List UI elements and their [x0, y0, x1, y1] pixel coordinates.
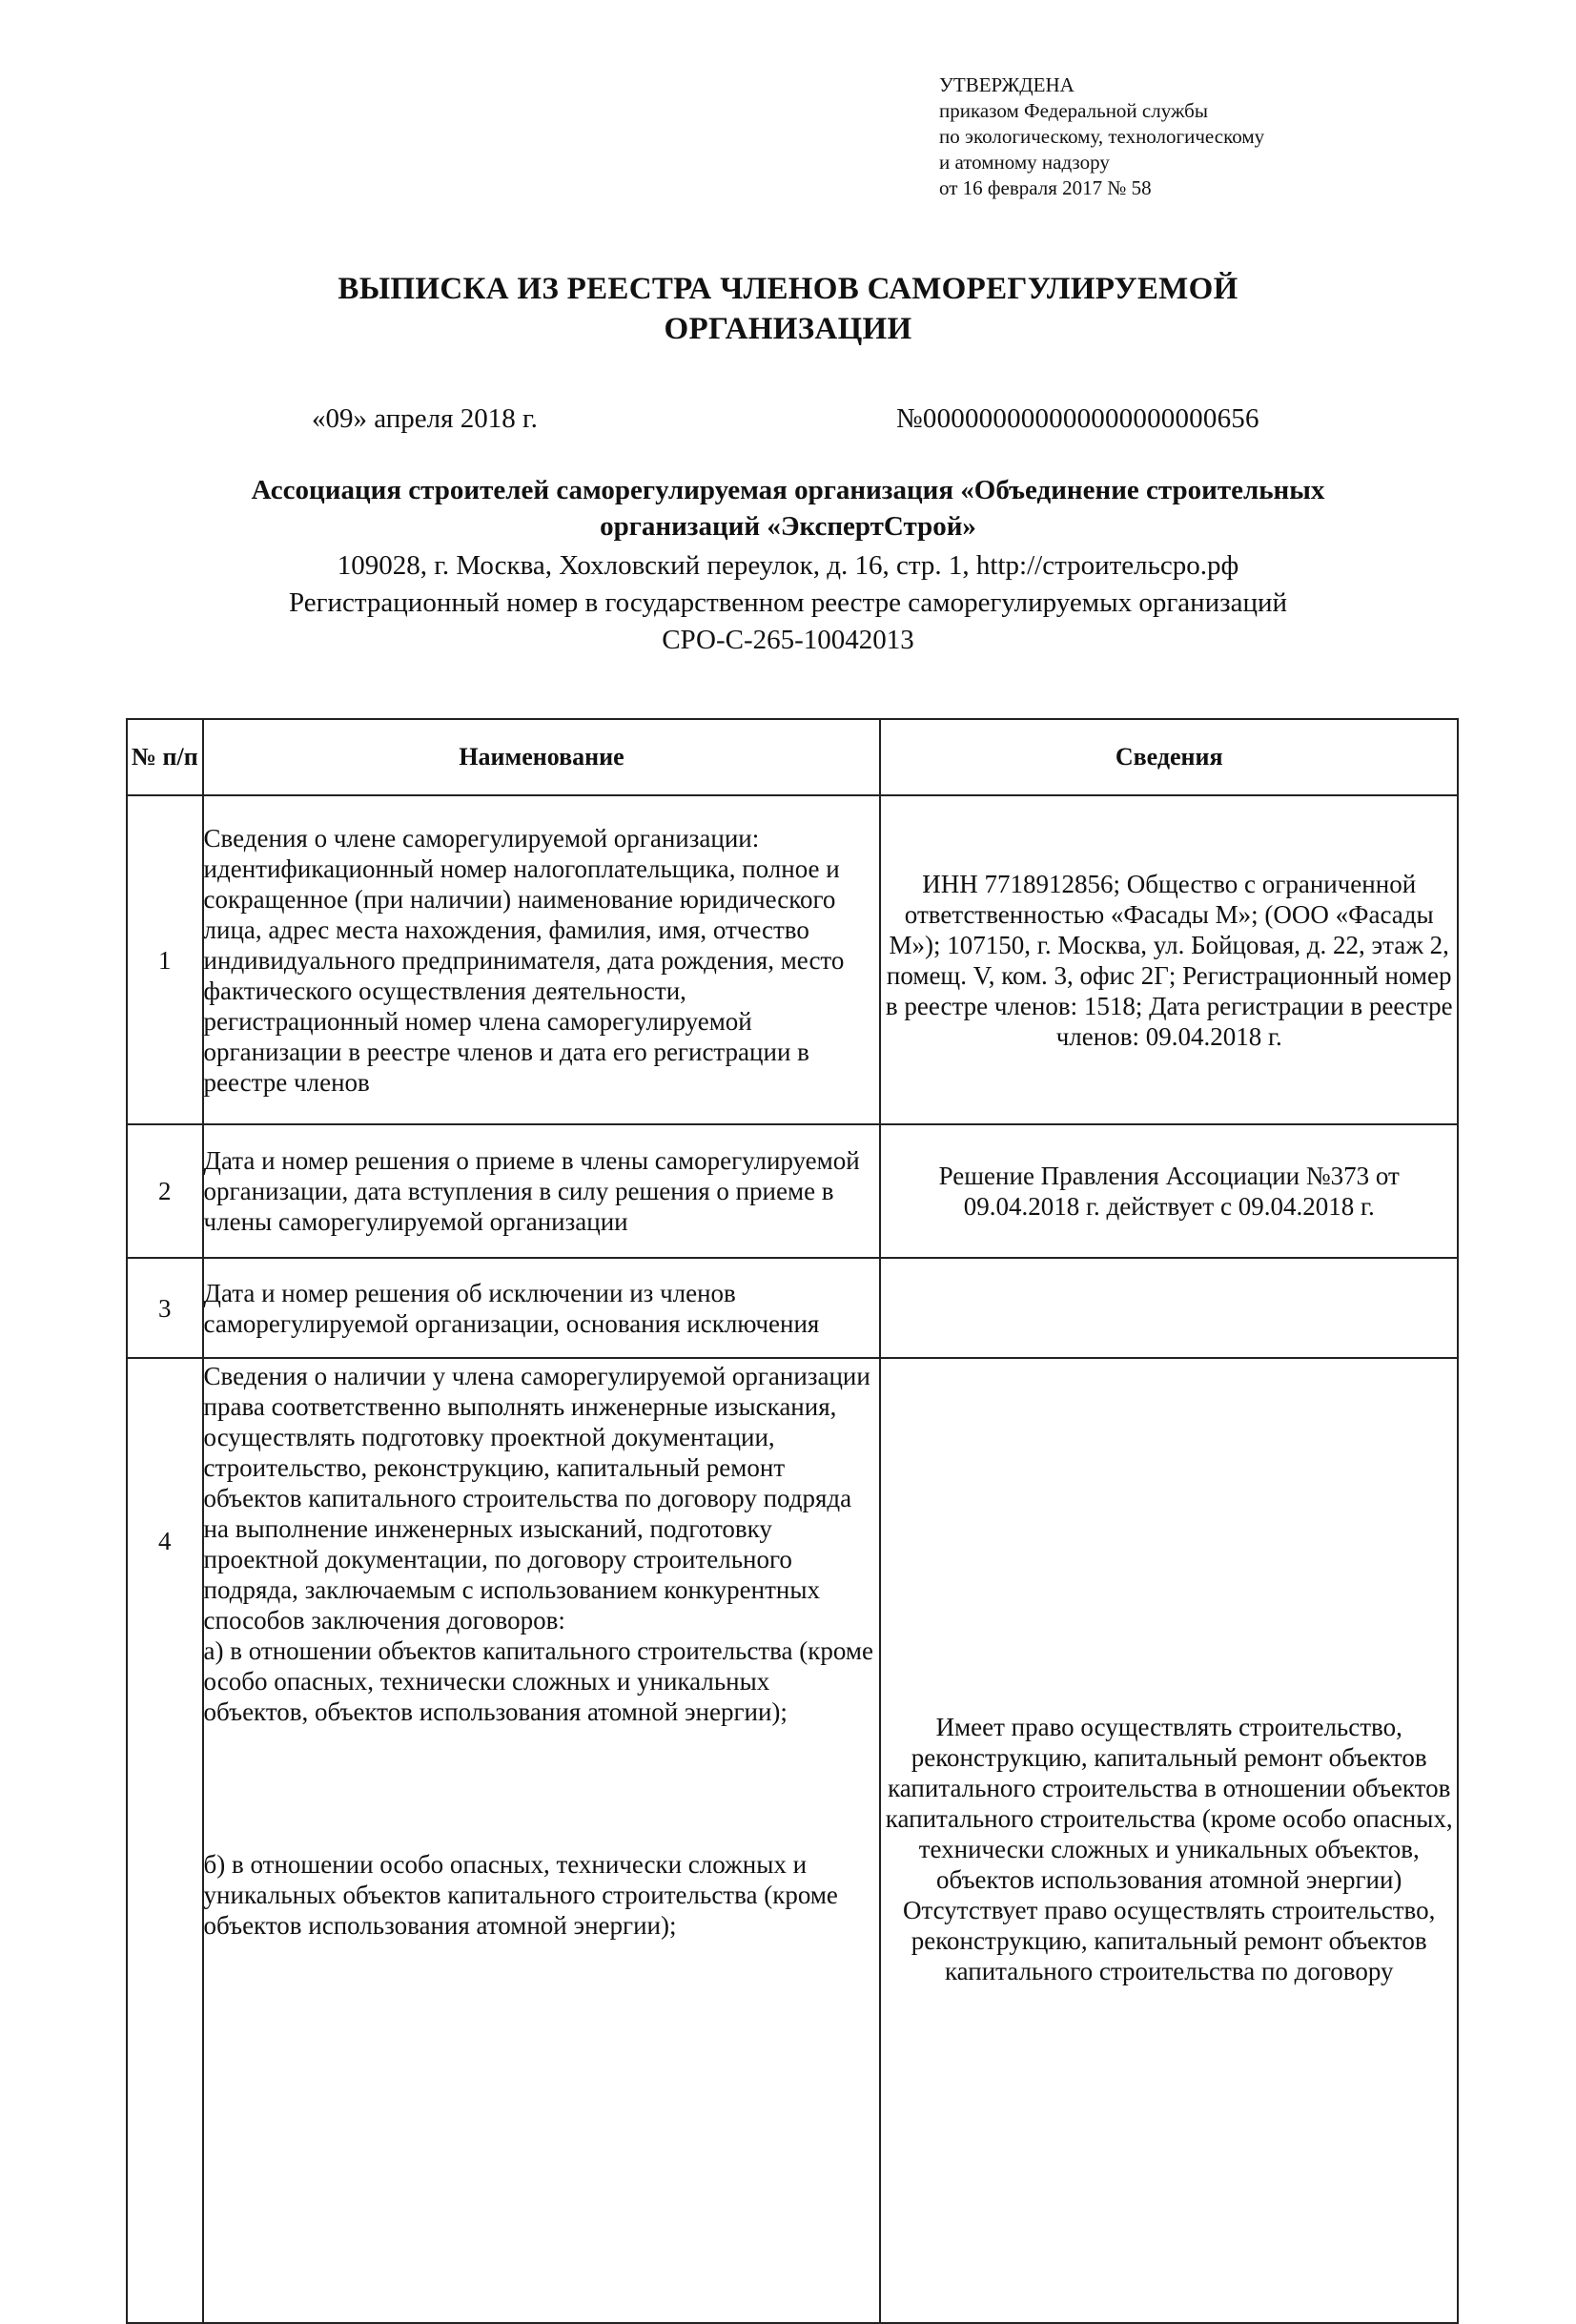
row-name: [203, 1358, 881, 2323]
row-number: 3: [127, 1258, 203, 1358]
approval-line: по экологическому, технологическому: [939, 125, 1265, 148]
organization-address: 109028, г. Москва, Хохловский переулок, д. 16, стр. 1, http://строительсро.рф: [337, 550, 1239, 581]
row-value-item-b: Отсутствует право осуществлять строительство, реконструкцию, капитальный ремонт объектов капитального строительства по договору: [903, 1896, 1436, 1985]
approval-line: и атомному надзору: [939, 151, 1110, 174]
row-name: Сведения о члене саморегулируемой организации: идентификационный номер налогоплательщика, полное и сокращенное (при наличии) наименование юридического лица, адрес места нахождения, фамилия, имя, отчество индивидуального предпринимателя, дата рождения, место фактического осуществления деятельности, регистрационный номер члена саморегулируемой организации в реестре членов и дата его регистрации в реестре членов: [203, 795, 881, 1124]
organization-name: [0, 472, 1576, 545]
spacer: [204, 1727, 880, 1849]
approval-line: УТВЕРЖДЕНА: [939, 73, 1075, 96]
table-row: [127, 1258, 1458, 1358]
header-value: Сведения: [880, 719, 1458, 795]
row-value: [880, 1358, 1458, 2323]
document-title: [0, 269, 1576, 349]
row-number: 1: [127, 795, 203, 1124]
document-number: №000000000000000000000656: [896, 403, 1259, 434]
table-row: [127, 795, 1458, 1124]
row-value: ИНН 7718912856; Общество с ограниченной ответственностью «Фасады М»; (ООО «Фасады М»); 107150, г. Москва, ул. Бойцовая, д. 22, этаж 2, помещ. V, ком. 3, офис 2Г; Регистрационный номер в реестре членов: 1518; Дата регистрации в реестре членов: 09.04.2018 г.: [880, 795, 1458, 1124]
title-line: ОРГАНИЗАЦИИ: [664, 312, 912, 346]
registry-table: [126, 718, 1459, 2324]
row-value-item-a: Имеет право осуществлять строительство, реконструкцию, капитальный ремонт объектов капитального строительства в отношении объектов капитального строительства (кроме особо опасных, технически сложных и уникальных объектов, объектов использования атомной энергии): [885, 1713, 1453, 1894]
row-name: Дата и номер решения об исключении из членов саморегулируемой организации, основания исключения: [203, 1258, 881, 1358]
organization-info: [0, 547, 1576, 659]
row-name-item-b: б) в отношении особо опасных, технически сложных и уникальных объектов капитального строительства (кроме объектов использования атомной энергии);: [203, 1850, 838, 1940]
org-name-line: организаций «ЭкспертСтрой»: [600, 511, 976, 542]
approval-line: от 16 февраля 2017 № 58: [939, 176, 1152, 199]
header-name: Наименование: [203, 719, 881, 795]
approval-stamp: [939, 72, 1264, 201]
table-header-row: [127, 719, 1458, 795]
row-number: 4: [127, 1358, 203, 2323]
table-row: [127, 1358, 1458, 2323]
row-name: Дата и номер решения о приеме в члены саморегулируемой организации, дата вступления в силу решения о приеме в члены саморегулируемой организации: [203, 1124, 881, 1258]
registration-label: Регистрационный номер в государственном реестре саморегулируемых организаций: [288, 587, 1288, 618]
registration-number: СРО-С-265-10042013: [662, 625, 914, 655]
title-line: ВЫПИСКА ИЗ РЕЕСТРА ЧЛЕНОВ САМОРЕГУЛИРУЕМОЙ: [338, 272, 1238, 306]
row-name-intro: Сведения о наличии у члена саморегулируемой организации права соответственно выполнять инженерные изыскания, осуществлять подготовку проектной документации, строительство, реконструкцию, капитальный ремонт объектов капитального строительства по договору подряда на выполнение инженерных изысканий, подготовку проектной документации, по договору строительного подряда, заключаемым с использованием конкурентных способов заключения договоров:: [203, 1362, 870, 1635]
org-name-line: Ассоциация строителей саморегулируемая организация «Объединение строительных: [251, 475, 1325, 505]
row-value: [880, 1258, 1458, 1358]
table-row: [127, 1124, 1458, 1258]
row-name-item-a: а) в отношении объектов капитального строительства (кроме особо опасных, технически сложных и уникальных объектов, объектов использования атомной энергии);: [203, 1636, 873, 1726]
document-date: «09» апреля 2018 г.: [312, 403, 538, 434]
row-value: Решение Правления Ассоциации №373 от 09.04.2018 г. действует с 09.04.2018 г.: [880, 1124, 1458, 1258]
approval-line: приказом Федеральной службы: [939, 99, 1208, 122]
row-number: 2: [127, 1124, 203, 1258]
header-no: № п/п: [127, 719, 203, 795]
